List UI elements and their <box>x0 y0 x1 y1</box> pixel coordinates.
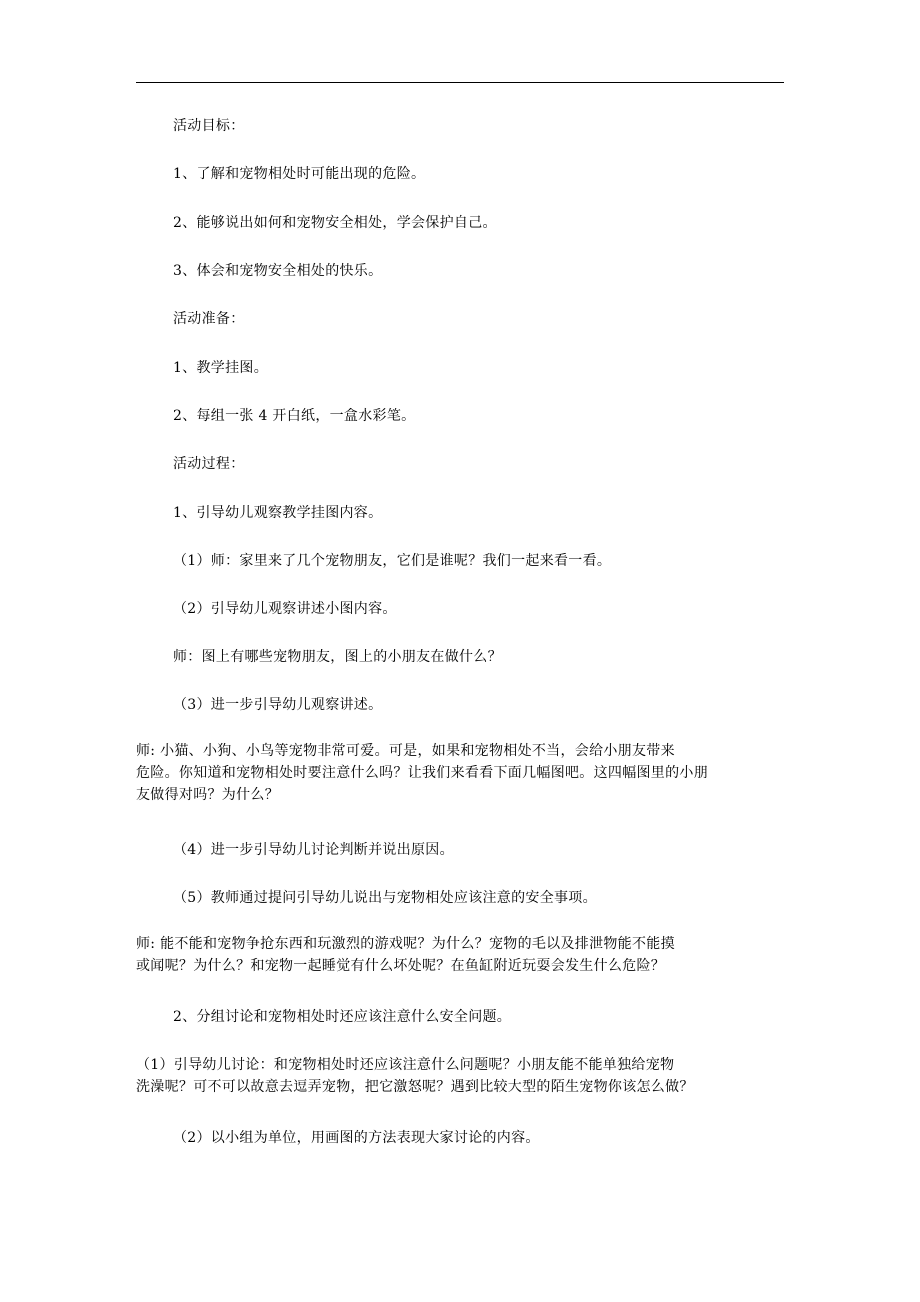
paragraph-line: 友做得对吗？为什么？ <box>136 787 279 803</box>
process-substep-2: （2）引导幼儿观察讲述小图内容。 <box>173 601 397 617</box>
goal-item-3: 3、体会和宠物安全相处的快乐。 <box>173 263 383 279</box>
prep-item-1: 1、教学挂图。 <box>173 360 269 376</box>
heading-activity-goals: 活动目标： <box>173 118 245 134</box>
discussion-paragraph <box>136 1054 784 1098</box>
process-step-2: 2、分组讨论和宠物相处时还应该注意什么安全问题。 <box>173 1009 512 1025</box>
teacher-paragraph-1 <box>136 740 784 806</box>
heading-activity-prep: 活动准备： <box>173 311 245 327</box>
process-substep-6: （2）以小组为单位，用画图的方法表现大家讨论的内容。 <box>173 1130 540 1146</box>
paragraph-line: （1）引导幼儿讨论：和宠物相处时还应该注意什么问题呢？小朋友能不能单独给宠物 <box>136 1057 675 1073</box>
process-substep-1: （1）师：家里来了几个宠物朋友，它们是谁呢？我们一起来看一看。 <box>173 553 612 569</box>
paragraph-line: 师: 小猫、小狗、小鸟等宠物非常可爱。可是，如果和宠物相处不当，会给小朋友带来 <box>136 743 675 759</box>
process-substep-3: （3）进一步引导幼儿观察讲述。 <box>173 697 383 713</box>
goal-item-2: 2、能够说出如何和宠物安全相处，学会保护自己。 <box>173 215 497 231</box>
paragraph-line: 危险。你知道和宠物相处时要注意什么吗？让我们来看看下面几幅图吧。这四幅图里的小朋 <box>136 765 708 781</box>
process-substep-5: （5）教师通过提问引导幼儿说出与宠物相处应该注意的安全事项。 <box>173 890 597 906</box>
prep-item-2: 2、每组一张 4 开白纸，一盒水彩笔。 <box>173 408 416 424</box>
process-step-1: 1、引导幼儿观察教学挂图内容。 <box>173 505 383 521</box>
teacher-question-1: 师：图上有哪些宠物朋友，图上的小朋友在做什么？ <box>173 649 502 665</box>
goal-item-1: 1、了解和宠物相处时可能出现的危险。 <box>173 166 426 182</box>
process-substep-4: （4）进一步引导幼儿讨论判断并说出原因。 <box>173 842 454 858</box>
header-rule <box>136 82 784 83</box>
paragraph-line: 师: 能不能和宠物争抢东西和玩激烈的游戏呢？为什么？宠物的毛以及排泄物能不能摸 <box>136 936 675 952</box>
paragraph-line: 洗澡呢？可不可以故意去逗弄宠物，把它激怒呢？遇到比较大型的陌生宠物你该怎么做？ <box>136 1079 694 1095</box>
paragraph-line: 或闻呢？为什么？和宠物一起睡觉有什么坏处呢？在鱼缸附近玩耍会发生什么危险？ <box>136 958 666 974</box>
heading-activity-process: 活动过程： <box>173 456 245 472</box>
teacher-paragraph-2 <box>136 933 784 977</box>
